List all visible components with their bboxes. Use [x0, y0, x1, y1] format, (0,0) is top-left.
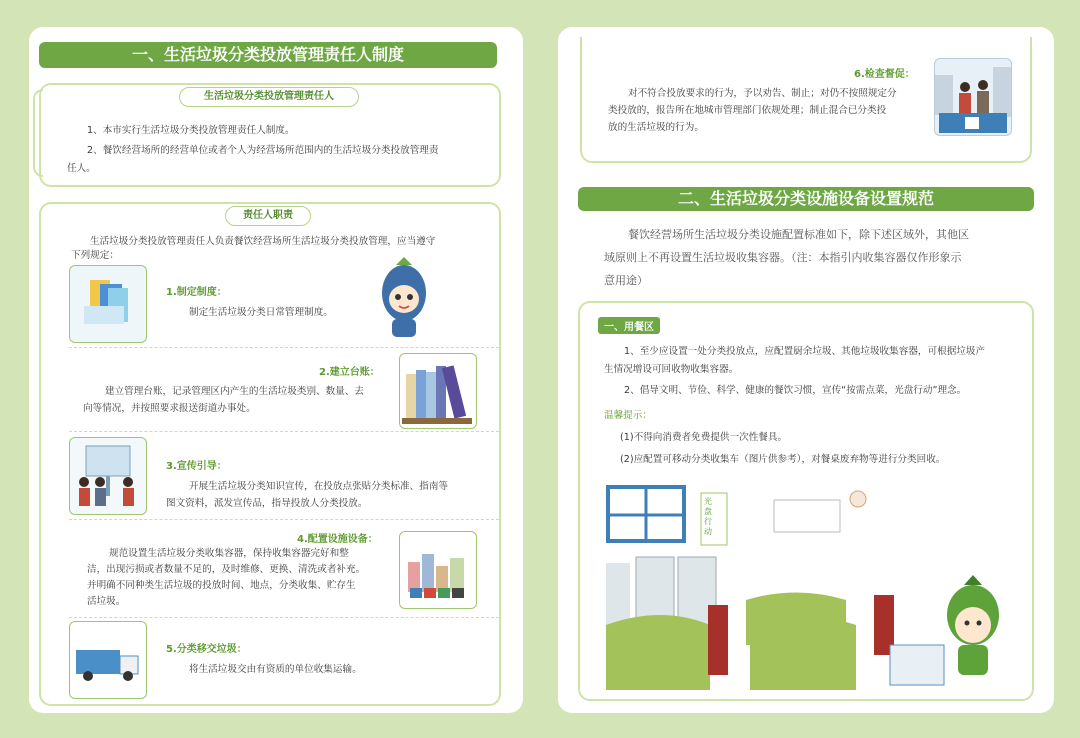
collection-bins-image: [399, 531, 477, 609]
responsibility-box-inner: [33, 89, 43, 177]
check-title: 6.检查督促：: [854, 69, 915, 80]
check-line-1: 对不符合投放要求的行为，予以劝告、制止；对仍不按照规定分: [628, 88, 897, 99]
item-2-line-1: 建立管理台账，记录管理区内产生的生活垃圾类别、数量、去: [105, 386, 365, 397]
poster-text: 光盘行动: [704, 497, 712, 536]
item-3-line-2: 图文资料，派发宣传品，指导投放人分类投放。: [166, 498, 368, 509]
item-5-title: 5.分类移交垃圾：: [166, 644, 247, 655]
rules-documents-image: [69, 265, 147, 343]
item-4-line-4: 活垃圾。: [87, 596, 126, 607]
item-4-line-3: 并明确不同种类生活垃圾的投放时间、地点，分类收集、贮存生: [87, 580, 356, 591]
divider: [69, 617, 499, 618]
box1-p2a: 2、餐饮经营场所的经营单位或者个人为经营场所范围内的生活垃圾分类投放管理责: [87, 145, 439, 156]
mascot-icon: [374, 255, 434, 343]
inspection-image: [934, 58, 1012, 136]
section-2-banner: 二、生活垃圾分类设施设备设置规范: [578, 187, 1034, 211]
item-3-line-1: 开展生活垃圾分类知识宣传，在投放点张贴分类标准、指南等: [189, 481, 449, 492]
right-panel: [558, 27, 1054, 713]
check-line-2: 类投放的，报告所在地城市管理部门依规处理；制止混合已分类投: [608, 105, 887, 116]
section-2-intro-3: 意用途）: [604, 274, 648, 287]
section-1-banner: 一、生活垃圾分类投放管理责任人制度: [39, 42, 497, 68]
item-3-title: 3.宣传引导：: [166, 461, 227, 472]
dining-p1b: 生情况增设可回收物收集容器。: [604, 364, 739, 375]
divider: [69, 347, 499, 348]
left-panel: [29, 27, 523, 713]
item-5-line-1: 将生活垃圾交由有资质的单位收集运输。: [189, 664, 362, 675]
publicity-board-image: [69, 437, 147, 515]
duties-box-title: 责任人职责: [225, 206, 311, 226]
duties-intro-b: 下列规定：: [71, 250, 119, 261]
duties-intro-a: 生活垃圾分类投放管理责任人负责餐饮经营场所生活垃圾分类投放管理，应当遵守: [90, 236, 436, 247]
item-4-title: 4.配置设施设备：: [297, 534, 378, 545]
tip-1: (1)不得向消费者免费提供一次性餐具。: [620, 432, 788, 443]
item-4-line-1: 规范设置生活垃圾分类收集容器，保持收集容器完好和整: [109, 548, 349, 559]
item-2-title: 2.建立台账：: [319, 367, 380, 378]
box1-p2b: 任人。: [67, 163, 96, 174]
item-2-line-2: 向等情况，并按照要求报送街道办事处。: [83, 403, 256, 414]
box1-p1: 1、本市实行生活垃圾分类投放管理责任人制度。: [87, 125, 295, 136]
tip-title: 温馨提示：: [604, 410, 652, 421]
check-line-3: 放的生活垃圾的行为。: [608, 122, 704, 133]
responsibility-box-title: 生活垃圾分类投放管理责任人: [179, 87, 359, 107]
dining-p2: 2、倡导文明、节俭、科学、健康的餐饮习惯，宣传“按需点菜，光盘行动”理念。: [624, 385, 967, 396]
item-4-line-2: 洁，出现污损或者数量不足的，及时维修、更换、清洗或者补充。: [87, 564, 366, 575]
dining-p1a: 1、至少应设置一处分类投放点，应配置厨余垃圾、其他垃圾收集容器，可根据垃圾产: [624, 346, 986, 357]
ledger-books-image: [399, 353, 477, 429]
item-1-title: 1.制定制度：: [166, 287, 227, 298]
dining-area-tag: 一、用餐区: [598, 317, 660, 334]
divider: [69, 431, 499, 432]
section-2-intro-1: 餐饮经营场所生活垃圾分类设施配置标准如下，除下述区域外，其他区: [628, 228, 969, 241]
tip-2: (2)应配置可移动分类收集车（图片供参考），对餐桌废弃物等进行分类回收。: [620, 454, 946, 465]
section-2-intro-2: 域原则上不再设置生活垃圾收集容器。（注：本指引内收集容器仅作形象示: [604, 251, 962, 264]
collection-truck-image: [69, 621, 147, 699]
dining-room-illustration: [606, 485, 1026, 690]
item-1-line-1: 制定生活垃圾分类日常管理制度。: [189, 307, 333, 318]
divider: [69, 519, 499, 520]
